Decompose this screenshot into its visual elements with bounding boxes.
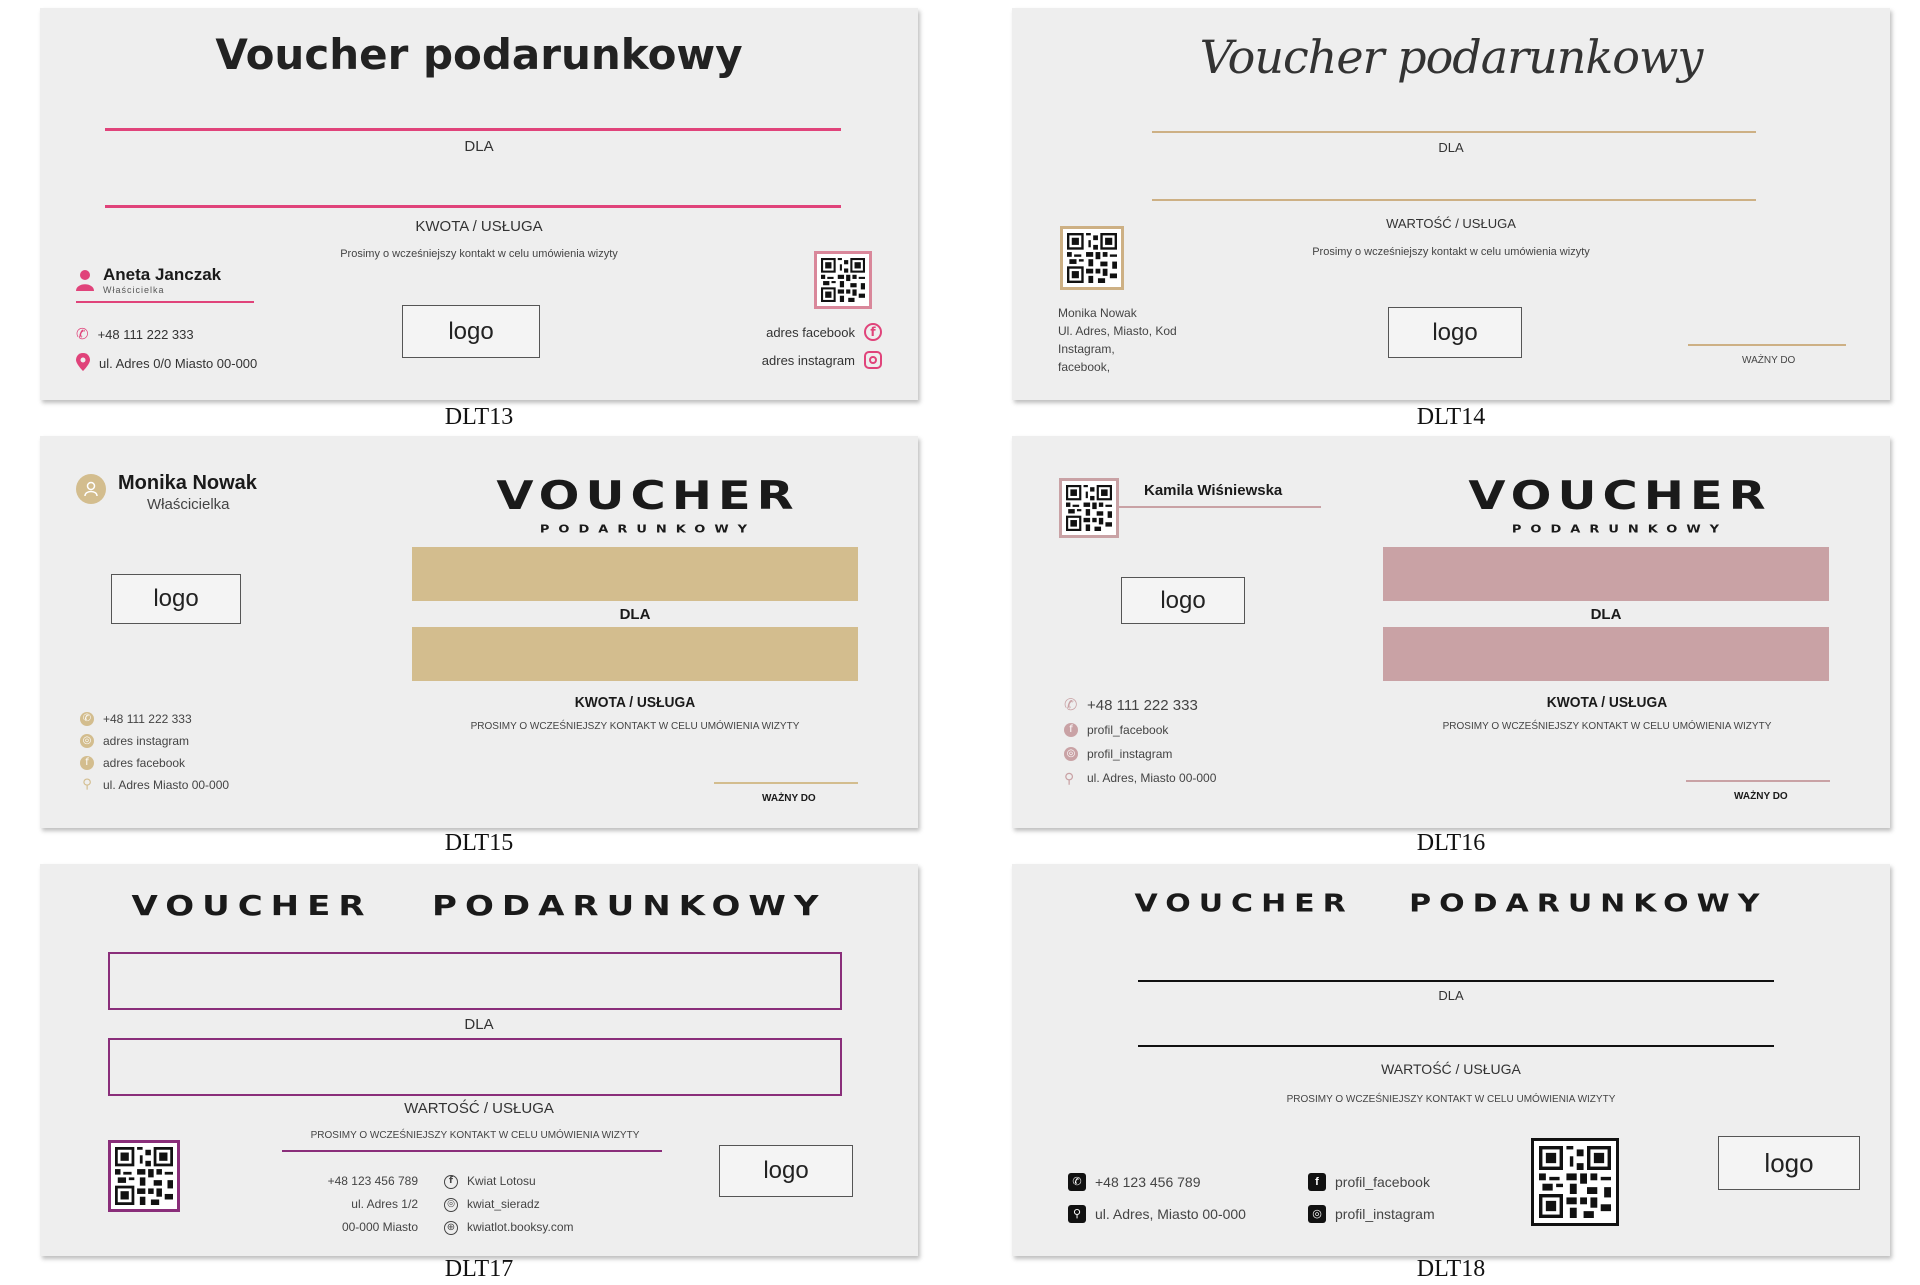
amount-line — [105, 205, 841, 208]
amount-field — [1383, 627, 1829, 681]
social-text: Kwiat Lotosu — [467, 1174, 536, 1188]
address-text: ul. Adres, Miasto 00-000 — [1087, 771, 1217, 785]
qr-code-icon — [108, 1140, 180, 1212]
user-icon — [76, 474, 106, 504]
name-field — [1383, 547, 1829, 601]
kwota-label: KWOTA / USŁUGA — [415, 218, 543, 235]
valid-line — [1688, 344, 1846, 346]
address-line: ul. Adres 1/2 — [351, 1197, 418, 1211]
qr-code-icon — [1531, 1138, 1619, 1226]
phone-icon: ✆ — [1064, 697, 1078, 714]
owner-name: Monika Nowak — [118, 472, 257, 494]
voucher-title: Voucher podarunkowy — [215, 30, 743, 79]
logo-placeholder: logo — [1718, 1136, 1860, 1190]
facebook-text: adres facebook — [766, 324, 855, 340]
logo-placeholder: logo — [1121, 577, 1245, 624]
phone-icon: ✆ — [1068, 1173, 1086, 1191]
contact-note: PROSIMY O WCZEŚNIEJSZY KONTAKT W CELU UMÓWIENIA WIZYTY — [470, 721, 800, 732]
dla-label: DLA — [619, 606, 651, 623]
caption-dlt15: DLT15 — [444, 830, 514, 856]
phone-icon: ✆ — [80, 712, 94, 726]
qr-code-icon — [1059, 478, 1119, 538]
caption-dlt16: DLT16 — [1416, 830, 1486, 856]
facebook-text: profil_facebook — [1335, 1174, 1430, 1190]
dla-label: DLA — [1590, 606, 1622, 623]
voucher-card-dlt14 — [1012, 8, 1890, 400]
facebook-text: profil_facebook — [1087, 723, 1169, 737]
valid-label: WAŻNY DO — [1734, 791, 1788, 802]
instagram-icon: ◎ — [1308, 1205, 1326, 1223]
voucher-title: VOUCHER — [1468, 473, 1772, 519]
note-underline — [282, 1150, 662, 1152]
voucher-title: Voucher podarunkowy — [1199, 30, 1703, 84]
kwota-label: KWOTA / USŁUGA — [574, 694, 696, 711]
phone-text: +48 123 456 789 — [1095, 1174, 1201, 1190]
contact-line: facebook, — [1058, 360, 1111, 374]
name-line — [1152, 131, 1756, 133]
instagram-row — [762, 351, 882, 369]
voucher-title: VOUCHER PODARUNKOWY — [131, 889, 827, 923]
amount-line — [1152, 199, 1756, 201]
owner-name: Aneta Janczak — [103, 265, 222, 284]
wartosc-label: WARTOŚĆ / USŁUGA — [1381, 1061, 1521, 1077]
logo-placeholder: logo — [402, 305, 540, 358]
globe-icon: ⊕ — [444, 1221, 458, 1235]
phone-row — [76, 325, 194, 343]
valid-label: WAŻNY DO — [762, 793, 816, 804]
address-text: ul. Adres Miasto 00-000 — [103, 778, 230, 792]
instagram-icon: ◎ — [1064, 747, 1078, 761]
logo-placeholder: logo — [111, 574, 241, 624]
logo-placeholder: logo — [1388, 307, 1522, 358]
social-text: kwiat_sieradz — [467, 1197, 540, 1211]
facebook-icon: f — [1064, 723, 1078, 737]
address-text: ul. Adres, Miasto 00-000 — [1095, 1206, 1246, 1222]
instagram-text: adres instagram — [103, 734, 190, 748]
name-line — [1138, 980, 1774, 982]
owner-underline — [1119, 506, 1321, 508]
valid-label: WAŻNY DO — [1742, 355, 1796, 366]
caption-dlt17: DLT17 — [444, 1256, 514, 1282]
valid-line — [1686, 780, 1830, 782]
contact-list — [1064, 694, 1216, 790]
voucher-subtitle: PODARUNKOWY — [1511, 523, 1729, 536]
instagram-icon — [864, 351, 882, 369]
wartosc-label: WARTOŚĆ / USŁUGA — [404, 1100, 554, 1117]
instagram-text: profil_instagram — [1087, 747, 1173, 761]
voucher-subtitle: PODARUNKOWY — [539, 523, 757, 536]
amount-line — [1138, 1045, 1774, 1047]
contact-line: Monika Nowak — [1058, 306, 1137, 320]
voucher-card-dlt17 — [40, 864, 918, 1256]
voucher-title: VOUCHER PODARUNKOWY — [1134, 889, 1768, 918]
facebook-icon: f — [1308, 1173, 1326, 1191]
name-field — [412, 547, 858, 601]
voucher-card-dlt15 — [40, 436, 918, 828]
qr-code-icon — [814, 251, 872, 309]
caption-dlt14: DLT14 — [1416, 404, 1486, 430]
logo-placeholder: logo — [719, 1145, 853, 1197]
contact-note: Prosimy o wcześniejszy kontakt w celu umówienia wizyty — [1312, 246, 1590, 258]
address-block — [268, 1170, 418, 1239]
owner-block — [76, 265, 221, 295]
contact-note: PROSIMY O WCZEŚNIEJSZY KONTAKT W CELU UMÓWIENIA WIZYTY — [1442, 721, 1772, 732]
voucher-card-dlt16 — [1012, 436, 1890, 828]
phone-text: +48 111 222 333 — [103, 712, 192, 726]
user-icon — [76, 269, 94, 291]
caption-dlt18: DLT18 — [1416, 1256, 1486, 1282]
owner-underline — [76, 301, 254, 303]
contact-note: PROSIMY O WCZEŚNIEJSZY KONTAKT W CELU UMÓWIENIA WIZYTY — [1286, 1094, 1616, 1105]
instagram-icon: ◎ — [444, 1198, 458, 1212]
phone-text: +48 111 222 333 — [1087, 697, 1198, 714]
social-text: kwiatlot.booksy.com — [467, 1220, 574, 1234]
facebook-icon: f — [444, 1175, 458, 1189]
instagram-text: profil_instagram — [1335, 1206, 1435, 1222]
contact-note: PROSIMY O WCZEŚNIEJSZY KONTAKT W CELU UMÓWIENIA WIZYTY — [310, 1130, 640, 1141]
owner-name: Kamila Wiśniewska — [1144, 482, 1283, 499]
address-row — [76, 353, 257, 374]
phone-text: +48 111 222 333 — [97, 326, 194, 342]
instagram-text: adres instagram — [761, 352, 855, 368]
facebook-icon: f — [80, 756, 94, 770]
contact-block — [1058, 304, 1177, 376]
voucher-card-dlt18 — [1012, 864, 1890, 1256]
dla-label: DLA — [464, 138, 494, 155]
social-block — [1308, 1166, 1435, 1230]
name-line — [105, 128, 841, 131]
amount-field — [108, 1038, 842, 1096]
voucher-card-dlt13 — [40, 8, 918, 400]
facebook-icon: f — [864, 323, 882, 341]
contact-note: Prosimy o wcześniejszy kontakt w celu umówienia wizyty — [340, 248, 618, 260]
contact-line: Instagram, — [1058, 342, 1115, 356]
address-text: ul. Adres 0/0 Miasto 00-000 — [99, 356, 258, 371]
location-pin-icon: ⚲ — [1064, 770, 1075, 786]
owner-role: Właścicielka — [147, 496, 230, 513]
contact-line: Ul. Adres, Miasto, Kod — [1058, 324, 1177, 338]
name-field — [108, 952, 842, 1010]
caption-dlt13: DLT13 — [444, 404, 514, 430]
instagram-icon: ◎ — [80, 734, 94, 748]
location-pin-icon — [76, 353, 90, 374]
owner-role: Właścicielka — [103, 285, 165, 295]
wartosc-label: WARTOŚĆ / USŁUGA — [1386, 216, 1516, 231]
facebook-row — [766, 323, 882, 341]
location-pin-icon: ⚲ — [82, 777, 92, 792]
phone-text: +48 123 456 789 — [327, 1174, 418, 1188]
contact-block — [1068, 1166, 1246, 1230]
valid-line — [714, 782, 858, 784]
dla-label: DLA — [1438, 140, 1464, 155]
amount-field — [412, 627, 858, 681]
location-pin-icon: ⚲ — [1068, 1205, 1086, 1223]
facebook-text: adres facebook — [103, 756, 186, 770]
kwota-label: KWOTA / USŁUGA — [1546, 694, 1668, 711]
contact-list — [80, 708, 229, 796]
social-block — [444, 1170, 573, 1239]
voucher-title: VOUCHER — [496, 473, 800, 519]
dla-label: DLA — [1438, 988, 1464, 1003]
qr-code-icon — [1060, 226, 1124, 290]
address-line: 00-000 Miasto — [341, 1220, 418, 1234]
dla-label: DLA — [464, 1016, 494, 1033]
phone-icon: ✆ — [76, 326, 89, 343]
